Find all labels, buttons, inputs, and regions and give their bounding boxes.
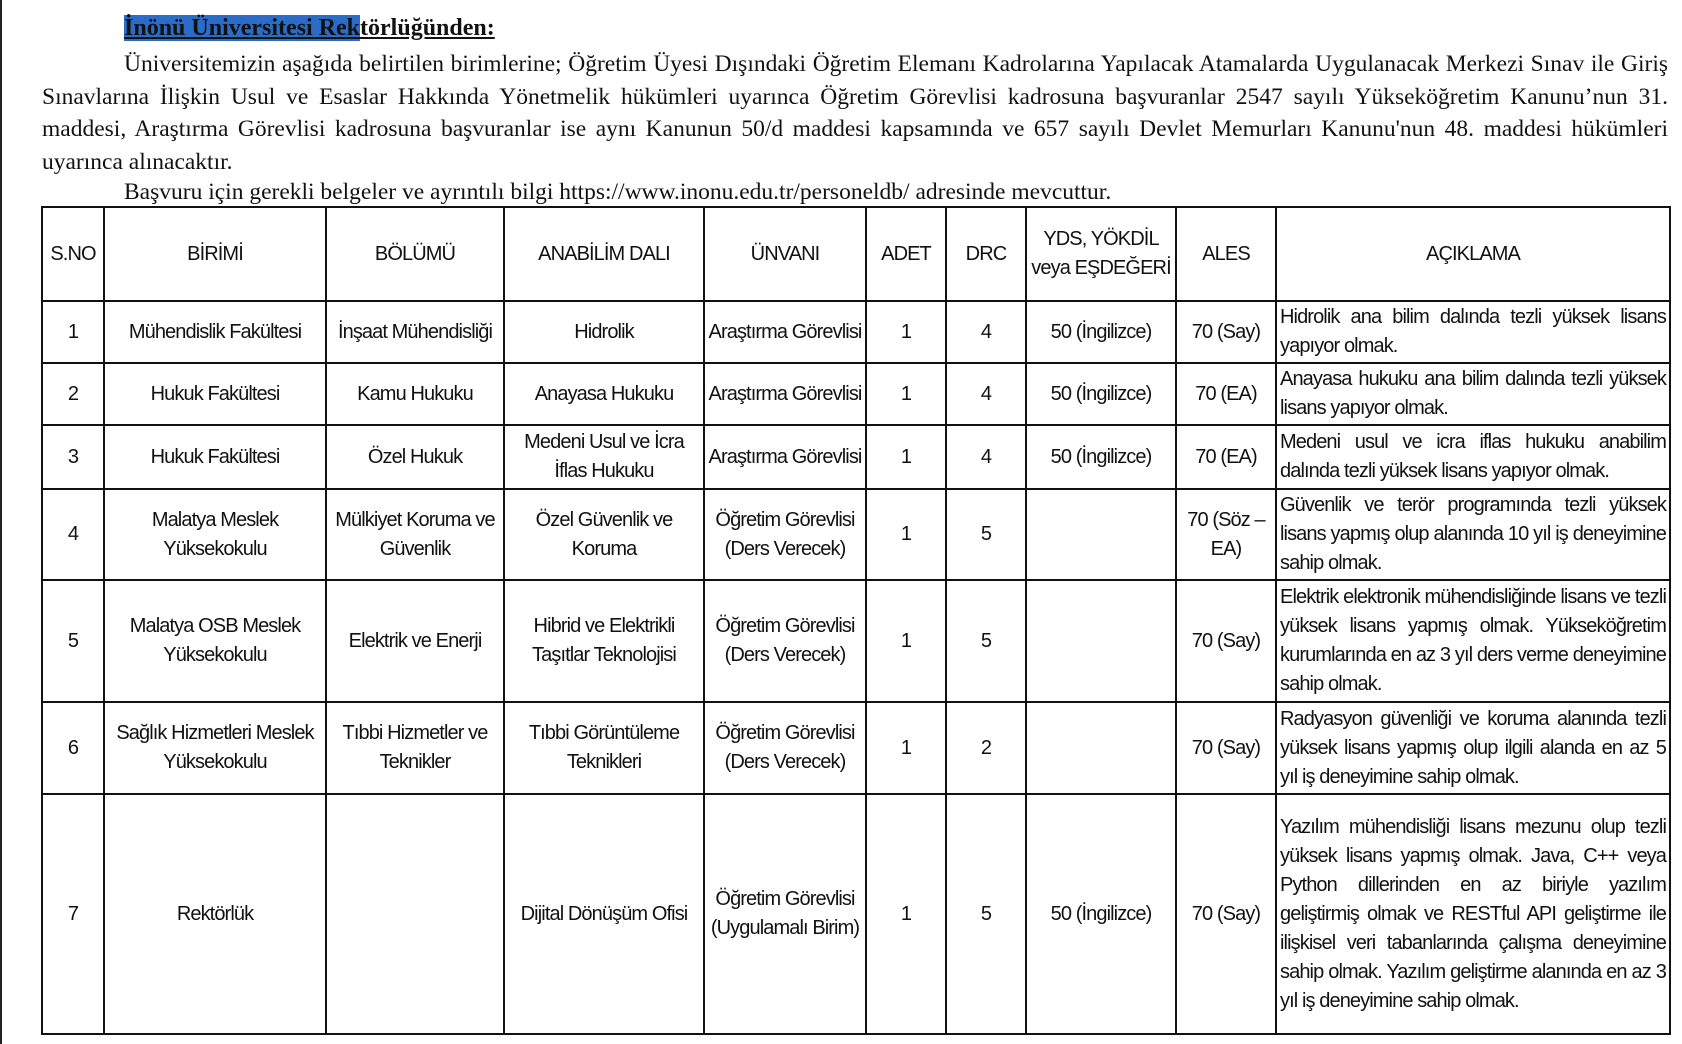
cell-ales: 70 (EA) xyxy=(1176,425,1276,489)
cell-anabilim: Anayasa Hukuku xyxy=(504,363,704,425)
cell-unvani: Araştırma Görevlisi xyxy=(704,425,866,489)
header-bolumu: BÖLÜMÜ xyxy=(326,207,504,301)
table-row xyxy=(42,702,1670,794)
cell-yds: 50 (İngilizce) xyxy=(1026,301,1176,363)
heading-text xyxy=(124,15,495,41)
cell-anabilim: Medeni Usul ve İcra İflas Hukuku xyxy=(504,425,704,489)
page-heading xyxy=(124,12,495,44)
cell-aciklama: Güvenlik ve terör programında tezli yüksek lisans yapmış olup alanında 10 yıl iş deneyimine sahip olmak. xyxy=(1276,489,1670,580)
cell-aciklama: Elektrik elektronik mühendisliğinde lisans ve tezli yüksek lisans yapmış olmak. Yükseköğretim kurumlarında en az 3 yıl ders verme deneyimine sahip olmak. xyxy=(1276,580,1670,702)
cell-sno: 3 xyxy=(42,425,104,489)
cell-yds xyxy=(1026,489,1176,580)
cell-ales: 70 (Say) xyxy=(1176,301,1276,363)
cell-unvani: Araştırma Görevlisi xyxy=(704,363,866,425)
cell-adet: 1 xyxy=(866,489,946,580)
cell-drc: 5 xyxy=(946,489,1026,580)
cell-aciklama: Hidrolik ana bilim dalında tezli yüksek lisans yapıyor olmak. xyxy=(1276,301,1670,363)
cell-bolumu: İnşaat Mühendisliği xyxy=(326,301,504,363)
cell-birimi: Mühendislik Fakültesi xyxy=(104,301,326,363)
cell-unvani: Öğretim Görevlisi (Ders Verecek) xyxy=(704,702,866,794)
cell-adet: 1 xyxy=(866,425,946,489)
cell-aciklama: Anayasa hukuku ana bilim dalında tezli yüksek lisans yapıyor olmak. xyxy=(1276,363,1670,425)
cell-sno: 2 xyxy=(42,363,104,425)
cell-bolumu: Mülkiyet Koruma ve Güvenlik xyxy=(326,489,504,580)
info-paragraph: Başvuru için gerekli belgeler ve ayrıntılı bilgi https://www.inonu.edu.tr/personeldb/ adresinde mevcuttur. xyxy=(124,179,1112,205)
cell-unvani: Öğretim Görevlisi (Ders Verecek) xyxy=(704,580,866,702)
table-row xyxy=(42,489,1670,580)
table-row xyxy=(42,425,1670,489)
cell-bolumu xyxy=(326,794,504,1034)
cell-aciklama: Radyasyon güvenliği ve koruma alanında tezli yüksek lisans yapmış olup ilgili alanda en az 5 yıl iş deneyimine sahip olmak. xyxy=(1276,702,1670,794)
cell-yds: 50 (İngilizce) xyxy=(1026,363,1176,425)
cell-adet: 1 xyxy=(866,363,946,425)
table-row xyxy=(42,580,1670,702)
header-birimi: BİRİMİ xyxy=(104,207,326,301)
cell-drc: 4 xyxy=(946,363,1026,425)
header-drc: DRC xyxy=(946,207,1026,301)
cell-sno: 1 xyxy=(42,301,104,363)
cell-yds: 50 (İngilizce) xyxy=(1026,794,1176,1034)
cell-bolumu: Elektrik ve Enerji xyxy=(326,580,504,702)
table-row xyxy=(42,363,1670,425)
cell-bolumu: Tıbbi Hizmetler ve Teknikler xyxy=(326,702,504,794)
cell-anabilim: Dijital Dönüşüm Ofisi xyxy=(504,794,704,1034)
cell-aciklama: Medeni usul ve icra iflas hukuku anabilim dalında tezli yüksek lisans yapıyor olmak. xyxy=(1276,425,1670,489)
cell-drc: 5 xyxy=(946,794,1026,1034)
cell-sno: 6 xyxy=(42,702,104,794)
page-left-border xyxy=(0,0,2,1044)
cell-drc: 2 xyxy=(946,702,1026,794)
cell-unvani: Öğretim Görevlisi (Ders Verecek) xyxy=(704,489,866,580)
cell-aciklama: Yazılım mühendisliği lisans mezunu olup tezli yüksek lisans yapmış olmak. Java, C++ veya Python dillerinden en az biriyle yazılım geliştirmiş olmak ve RESTful API geliştirme ile ilişkisel veri tabanlarında çalışma deneyimine sahip olmak. Yazılım geliştirme alanında en az 3 yıl iş deneyimine sahip olmak. xyxy=(1276,794,1670,1034)
cell-drc: 4 xyxy=(946,425,1026,489)
cell-adet: 1 xyxy=(866,702,946,794)
cell-unvani: Öğretim Görevlisi (Uygulamalı Birim) xyxy=(704,794,866,1034)
cell-yds: 50 (İngilizce) xyxy=(1026,425,1176,489)
header-adet: ADET xyxy=(866,207,946,301)
cell-unvani: Araştırma Görevlisi xyxy=(704,301,866,363)
header-anabilim: ANABİLİM DALI xyxy=(504,207,704,301)
heading-rest: törlüğünden: xyxy=(360,15,495,41)
cell-anabilim: Hidrolik xyxy=(504,301,704,363)
cell-yds xyxy=(1026,702,1176,794)
cell-drc: 4 xyxy=(946,301,1026,363)
cell-birimi: Malatya OSB Meslek Yüksekokulu xyxy=(104,580,326,702)
header-aciklama: AÇIKLAMA xyxy=(1276,207,1670,301)
cell-birimi: Malatya Meslek Yüksekokulu xyxy=(104,489,326,580)
cell-sno: 5 xyxy=(42,580,104,702)
header-sno: S.NO xyxy=(42,207,104,301)
table-row xyxy=(42,301,1670,363)
cell-ales: 70 (Say) xyxy=(1176,702,1276,794)
cell-sno: 4 xyxy=(42,489,104,580)
table-row xyxy=(42,794,1670,1034)
header-yds: YDS, YÖKDİL veya EŞDEĞERİ xyxy=(1026,207,1176,301)
intro-paragraph: Üniversitemizin aşağıda belirtilen birimlerine; Öğretim Üyesi Dışındaki Öğretim Elemanı Kadrolarına Yapılacak Atamalarda Uygulanacak Merkezi Sınav ile Giriş Sınavlarına İlişkin Usul ve Esaslar Hakkında Yönetmelik hükümleri uyarınca Öğretim Görevlisi kadrosuna başvuranlar 2547 sayılı Yükseköğretim Kanunu’nun 31. maddesi, Araştırma Görevlisi kadrosuna başvuranlar ise aynı Kanunun 50/d maddesi kapsamında ve 657 sayılı Devlet Memurları Kanunu'nun 48. maddesi hükümleri uyarınca alınacaktır. xyxy=(42,51,1668,175)
cell-ales: 70 (Say) xyxy=(1176,794,1276,1034)
cell-yds xyxy=(1026,580,1176,702)
cell-birimi: Rektörlük xyxy=(104,794,326,1034)
cell-adet: 1 xyxy=(866,301,946,363)
cell-birimi: Sağlık Hizmetleri Meslek Yüksekokulu xyxy=(104,702,326,794)
cell-adet: 1 xyxy=(866,794,946,1034)
cell-anabilim: Tıbbi Görüntüleme Teknikleri xyxy=(504,702,704,794)
cell-birimi: Hukuk Fakültesi xyxy=(104,425,326,489)
header-unvani: ÜNVANI xyxy=(704,207,866,301)
cell-birimi: Hukuk Fakültesi xyxy=(104,363,326,425)
cell-ales: 70 (EA) xyxy=(1176,363,1276,425)
cell-ales: 70 (Söz – EA) xyxy=(1176,489,1276,580)
cell-adet: 1 xyxy=(866,580,946,702)
heading-highlight[interactable]: İnönü Üniversitesi Rek xyxy=(124,15,361,41)
table-header-row xyxy=(42,207,1670,301)
cell-anabilim: Özel Güvenlik ve Koruma xyxy=(504,489,704,580)
cell-bolumu: Özel Hukuk xyxy=(326,425,504,489)
cell-sno: 7 xyxy=(42,794,104,1034)
cell-ales: 70 (Say) xyxy=(1176,580,1276,702)
cell-bolumu: Kamu Hukuku xyxy=(326,363,504,425)
cell-drc: 5 xyxy=(946,580,1026,702)
cell-anabilim: Hibrid ve Elektrikli Taşıtlar Teknolojisi xyxy=(504,580,704,702)
header-ales: ALES xyxy=(1176,207,1276,301)
positions-table xyxy=(41,206,1671,1035)
